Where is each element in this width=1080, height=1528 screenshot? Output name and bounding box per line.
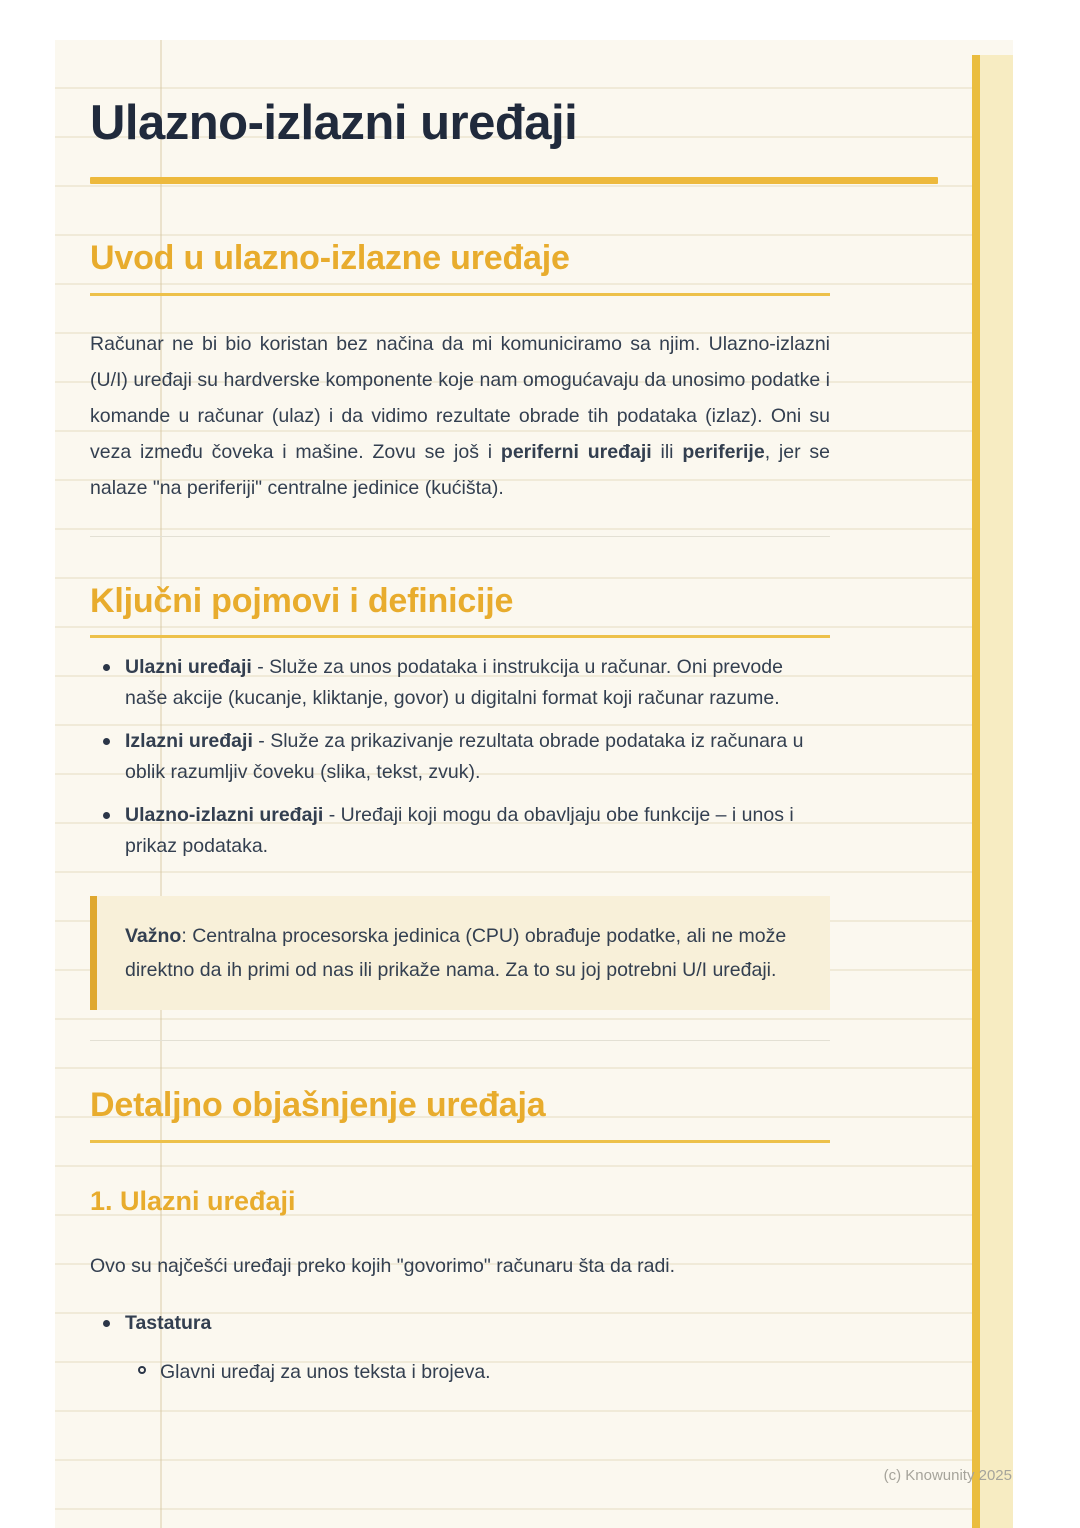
callout-label: Važno [125,925,182,948]
list-item [90,800,830,862]
bullet-icon [103,664,110,671]
list-item [90,1308,830,1339]
heading-underline [90,635,830,638]
list-item [90,726,830,788]
callout-text: : Centralna procesorska jedinica (CPU) obrađuje podatke, ali ne može direktno da ih primi od nas ili prikaže nama. Za to su joj potrebni U/I uređaji. [125,925,787,982]
bold-term: periferni uređaji [500,440,652,463]
key-terms-heading: Ključni pojmovi i definicije [90,581,514,620]
page-title: Ulazno-izlazni uređaji [90,96,578,150]
term-definition [125,652,830,714]
term-text: - Služe za prikazivanje rezultata obrade podataka iz računara u oblik razumljiv čoveku (slika, tekst, zvuk). [125,730,804,784]
intro-text: ili [651,440,683,463]
bullet-icon [103,812,110,819]
subsection-heading: 1. Ulazni uređaji [90,1186,296,1217]
term-text: - Služe za unos podataka i instrukcija u računar. Oni prevode naše akcije (kucanje, kliktanje, govor) u digitalni format koji računar razume. [125,656,783,710]
sub-item-text: Glavni uređaj za unos teksta i brojeva. [160,1360,491,1383]
section-divider [90,536,830,537]
intro-paragraph [90,326,830,506]
section-divider [90,1040,830,1041]
term-label: Tastatura [125,1311,212,1334]
term-label: Ulazno-izlazni uređaji [125,804,324,827]
heading-underline [90,293,830,296]
bullet-icon [103,738,110,745]
list-item [90,652,830,714]
term-definition [125,800,830,862]
copyright-footer: (c) Knowunity 2025 [883,1467,1012,1484]
section-intro [90,238,830,506]
intro-text: , jer se nalaze "na periferiji" centralne jedinice (kućišta). [90,440,830,499]
term-label: Ulazni uređaji [125,656,252,679]
heading-underline [90,1140,830,1143]
intro-text: Računar ne bi bio koristan bez načina da mi komuniciramo sa njim. Ulazno-izlazni (U/I) uređaji su hardverske komponente koje nam omogućavaju da unosimo podatke i komande u računar (ulaz) i da vidimo rezultate obrade tih podataka (izlaz). Oni su veza između čoveka i mašine. Zovu se još i [90,332,830,463]
key-terms-list [90,652,830,862]
section-key-terms [90,581,830,1011]
title-underline [90,177,938,184]
section-detail [90,1085,830,1387]
term-definition [125,726,830,788]
subsection-paragraph: Ovo su najčešći uređaji preko kojih "govorimo" računaru šta da radi. [90,1254,676,1277]
term-text: - Uređaji koji mogu da obavljaju obe funkcije – i unos i prikaz podataka. [125,804,794,858]
bullet-icon [103,1320,110,1327]
document-content [90,40,830,1388]
intro-heading: Uvod u ulazno-izlazne uređaje [90,238,570,277]
notebook-accent-band [980,55,1013,1528]
detail-heading: Detaljno objašnjenje uređaja [90,1086,546,1125]
notebook-accent-line [972,55,980,1528]
term-label: Izlazni uređaji [125,730,253,753]
important-callout [90,896,830,1010]
sub-list-item [138,1357,830,1388]
bold-term: periferije [682,440,765,463]
circle-bullet-icon [138,1366,146,1374]
